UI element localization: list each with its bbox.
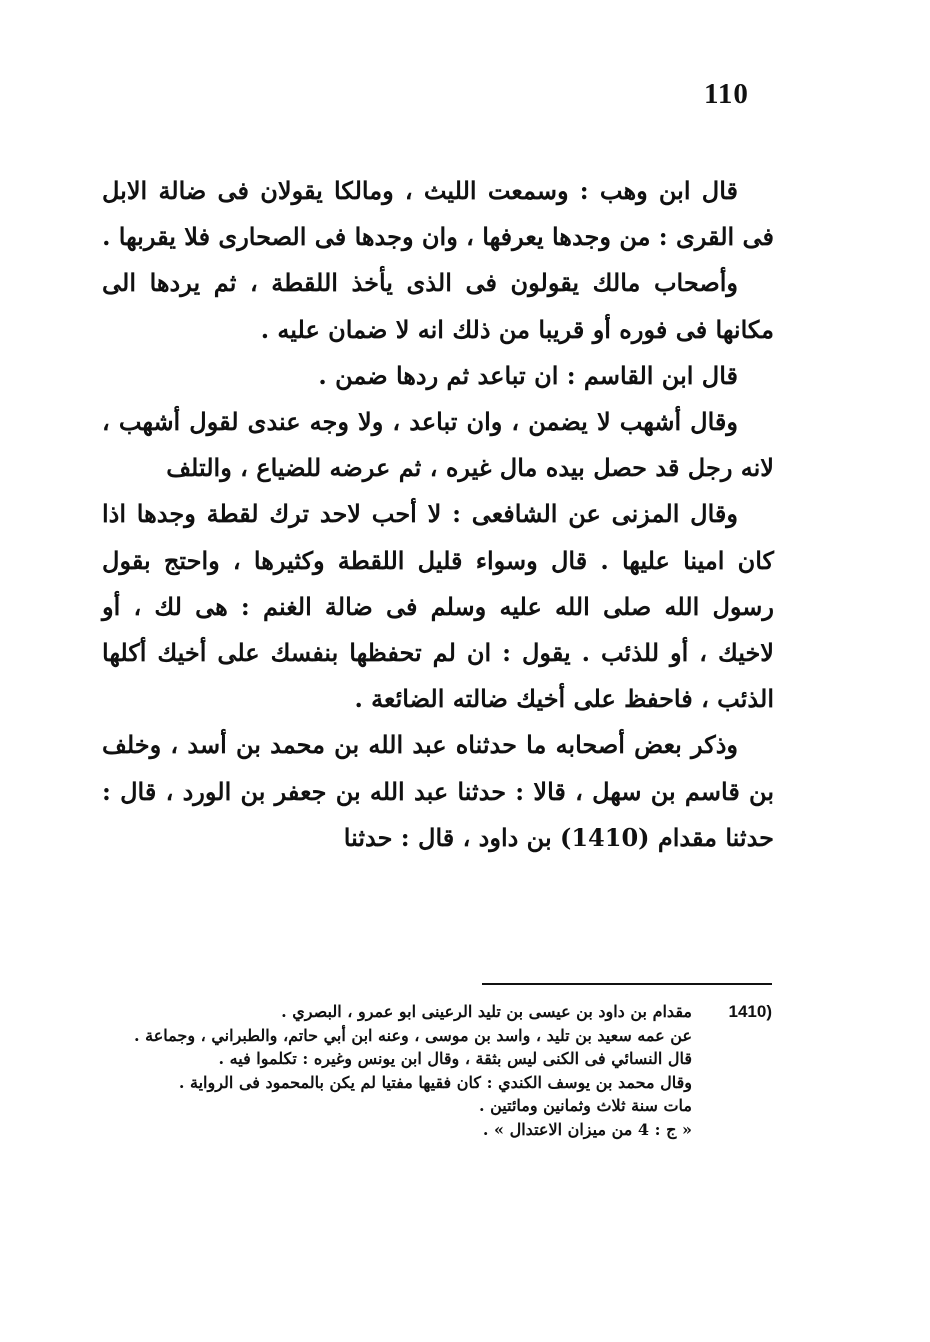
- footnote-number: (1410: [728, 1002, 772, 1021]
- footnote-line: مقدام بن داود بن عيسى بن تليد الرعينى ابو عمرو ، البصري .: [281, 1002, 692, 1021]
- footnote-line: عن عمه سعيد بن تليد ، واسد بن موسى ، وعنه ابن أبي حاتم، والطبراني ، وجماعة .: [134, 1025, 692, 1045]
- footnote-line: « ج : 4 من ميزان الاعتدال » .: [482, 1119, 692, 1139]
- paragraph-muzani: وقال المزنى عن الشافعى : لا أحب لاحد ترك لقطة وجدها اذا كان امينا عليها . قال وسواء قليل اللقطة وكثيرها ، واحتج بقول رسول الله صلى الله عليه وسلم فى ضالة الغنم : هى لك ، أو لاخيك ، أو للذئب . يقول : ان لم تحفظها بنفسك على أخيك أكلها الذئب ، فاحفظ على أخيك ضالته الضائعة .: [102, 499, 774, 714]
- paragraph-ibn-wahb: قال ابن وهب : وسمعت الليث ، ومالكا يقولان فى ضالة الابل فى القرى : من وجدها يعرفها ، وان وجدها فى الصحارى فلا يقربها .: [102, 176, 774, 252]
- footnote: [100, 1000, 772, 1142]
- paragraph-isnad: وذكر بعض أصحابه ما حدثناه عبد الله بن محمد بن أسد ، وخلف بن قاسم بن سهل ، قالا : حدثنا عبد الله بن جعفر بن الورد ، قال : حدثنا مقدام (1410) بن داود ، قال : حدثنا: [102, 730, 774, 852]
- paragraph-ashhab: وقال أشهب لا يضمن ، وان تباعد ، ولا وجه عندى لقول أشهب ، لانه رجل قد حصل بيده مال غيره ، ثم عرضه للضياع ، والتلف: [102, 407, 774, 483]
- footnote-line: مات سنة ثلاث وثمانين ومائتين .: [478, 1096, 692, 1116]
- paragraph-malik-companions: وأصحاب مالك يقولون فى الذى يأخذ اللقطة ، ثم يردها الى مكانها فى فوره أو قريبا من ذلك انه لا ضمان عليه .: [102, 268, 774, 344]
- footnote-line: قال النسائي فى الكنى ليس بثقة ، وقال ابن يونس وغيره : تكلموا فيه .: [218, 1049, 692, 1069]
- main-text: [102, 168, 774, 861]
- paragraph-ibn-al-qasim: قال ابن القاسم : ان تباعد ثم ردها ضمن .: [318, 360, 738, 390]
- footnote-line: وقال محمد بن يوسف الكندي : كان فقيها مفتيا لم يكن بالمحمود فى الرواية .: [178, 1072, 692, 1092]
- page-number: 110: [704, 78, 749, 110]
- footnote-divider: [482, 983, 772, 985]
